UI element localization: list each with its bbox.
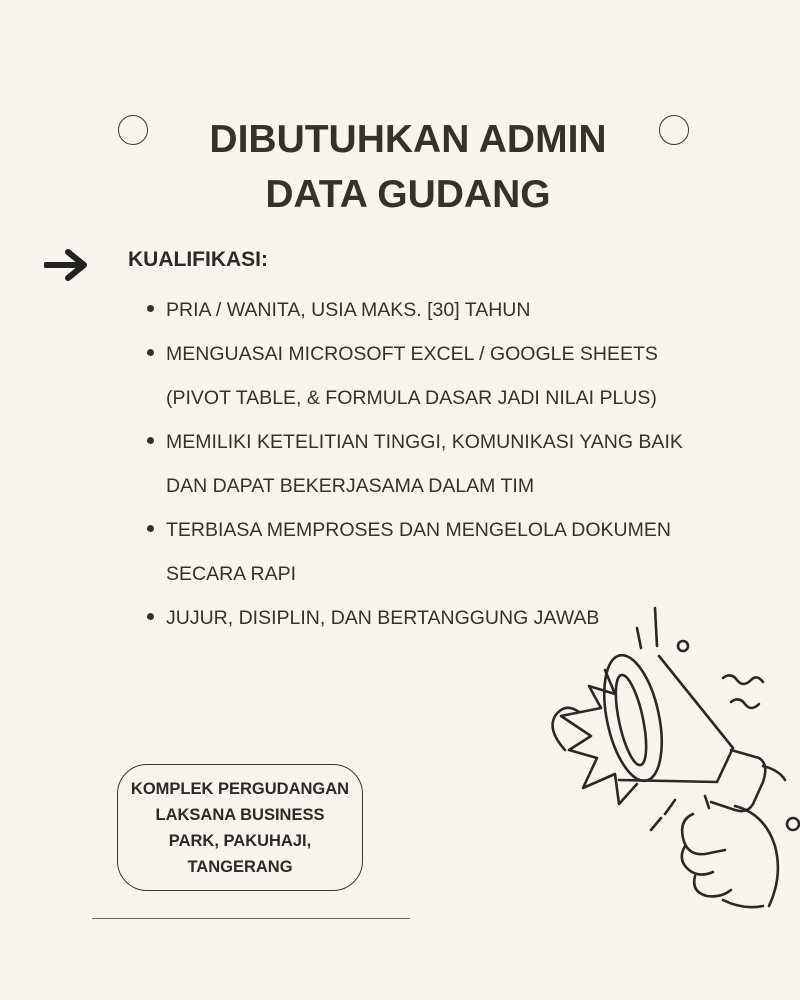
qualification-item: PRIA / WANITA, USIA MAKS. [30] TAHUN — [148, 288, 708, 332]
qualification-item: TERBIASA MEMPROSES DAN MENGELOLA DOKUMEN SECARA RAPI — [148, 508, 708, 596]
qualification-item: MEMILIKI KETELITIAN TINGGI, KOMUNIKASI YANG BAIK DAN DAPAT BEKERJASAMA DALAM TIM — [148, 420, 708, 508]
location-box — [117, 764, 363, 891]
qualification-item: MENGUASAI MICROSOFT EXCEL / GOOGLE SHEETS (PIVOT TABLE, & FORMULA DASAR JADI NILAI PLUS) — [148, 332, 708, 420]
title-line-2: DATA GUDANG — [265, 173, 551, 216]
arrow-right-icon — [44, 248, 92, 282]
qualifications-list — [148, 288, 708, 640]
title-line-1: DIBUTUHKAN ADMIN — [209, 118, 607, 161]
qualification-item: JUJUR, DISIPLIN, DAN BERTANGGUNG JAWAB — [148, 596, 708, 640]
qualifications-heading: KUALIFIKASI: — [128, 248, 268, 271]
page-title — [0, 112, 800, 222]
megaphone-illustration — [535, 600, 800, 940]
location-text: KOMPLEK PERGUDANGAN LAKSANA BUSINESS PARK, PAKUHAJI, TANGERANG — [130, 779, 350, 876]
divider-line — [92, 918, 410, 919]
